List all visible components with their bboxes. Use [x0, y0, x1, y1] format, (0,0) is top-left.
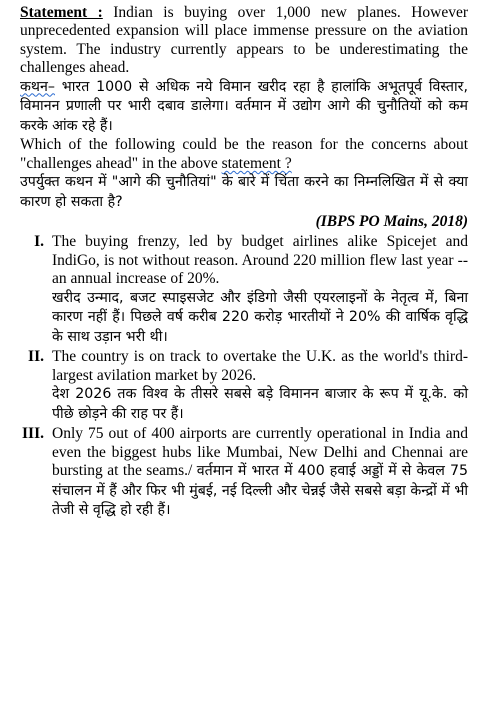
- statement-english: [20, 4, 468, 78]
- option-number: I.: [34, 233, 44, 251]
- option-hindi: देश 2026 तक विश्व के तीसरे सबसे बड़े विमानन बाजार के रूप में यू.के. को पीछे छोड़ने की राह पर हैं।: [52, 386, 468, 422]
- option-english: The buying frenzy, led by budget airlines alike Spicejet and IndiGo, is not without reason. Around 220 million flew last year -- an annual increase of 20%.: [52, 233, 468, 288]
- question-english: [20, 136, 468, 173]
- option-item: [20, 348, 468, 424]
- statement-hindi-label: कथन–: [20, 78, 55, 95]
- statement-hindi: [20, 78, 468, 137]
- option-english: Only 75 out of 400 airports are currently operational in India and even the biggest hubs like Mumbai, New Delhi and Chennai are bursting at the seams./: [52, 425, 468, 480]
- option-english: The country is on track to overtake the U.K. as the world's third-largest avilation market by 2026.: [52, 348, 468, 384]
- exam-source: (IBPS PO Mains, 2018): [315, 213, 468, 231]
- statement-label: Statement :: [20, 4, 103, 21]
- option-item: [20, 425, 468, 521]
- option-hindi: खरीद उन्माद, बजट स्पाइसजेट और इंडिगो जैसी एयरलाइनों के नेतृत्व में, बिना कारण नहीं हैं। पिछले वर्ष करीब 220 करोड़ भारतीयों ने 20% की वार्षिक वृद्धि के साथ उड़ान भरी थी।: [52, 289, 468, 345]
- option-item: [20, 233, 468, 347]
- statement-text: Indian is buying over 1,000 new planes. However unprecedented expansion will place immense pressure on the aviation system. The industry currently appears to be underestimating the challenges ahead.: [20, 4, 469, 77]
- statement-hindi-text: भारत 1000 से अधिक नये विमान खरीद रहा है हालांकि अभूतपूर्व विस्तार, विमानन प्रणाली पर भारी दबाव डालेगा। वर्तमान में उद्योग आगे की चुनौतियों को कम करके आंक रहे हैं।: [20, 78, 468, 134]
- question-text: Which of the following could be the reason for the concerns about "challenges ahead" in the above: [20, 136, 468, 172]
- option-number: II.: [28, 348, 44, 366]
- option-hindi: वर्तमान में भारत में 400 हवाई अड्डों में से केवल 75 संचालन में हैं और फिर भी मुंबई, नई दिल्ली और चेन्नई जैसे सबसे बड़ा केन्द्रों में भी तेजी से वृद्धि हो रही हैं।: [52, 463, 469, 519]
- question-hindi: उपर्युक्त कथन में "आगे की चुनौतियां" के बारे में चिंता करने का निम्नलिखित में से क्या कारण हो सकता है?: [20, 174, 468, 210]
- option-english-and-hindi: [52, 425, 468, 521]
- option-number: III.: [22, 425, 44, 443]
- question-statement-word: statement ?: [221, 154, 292, 172]
